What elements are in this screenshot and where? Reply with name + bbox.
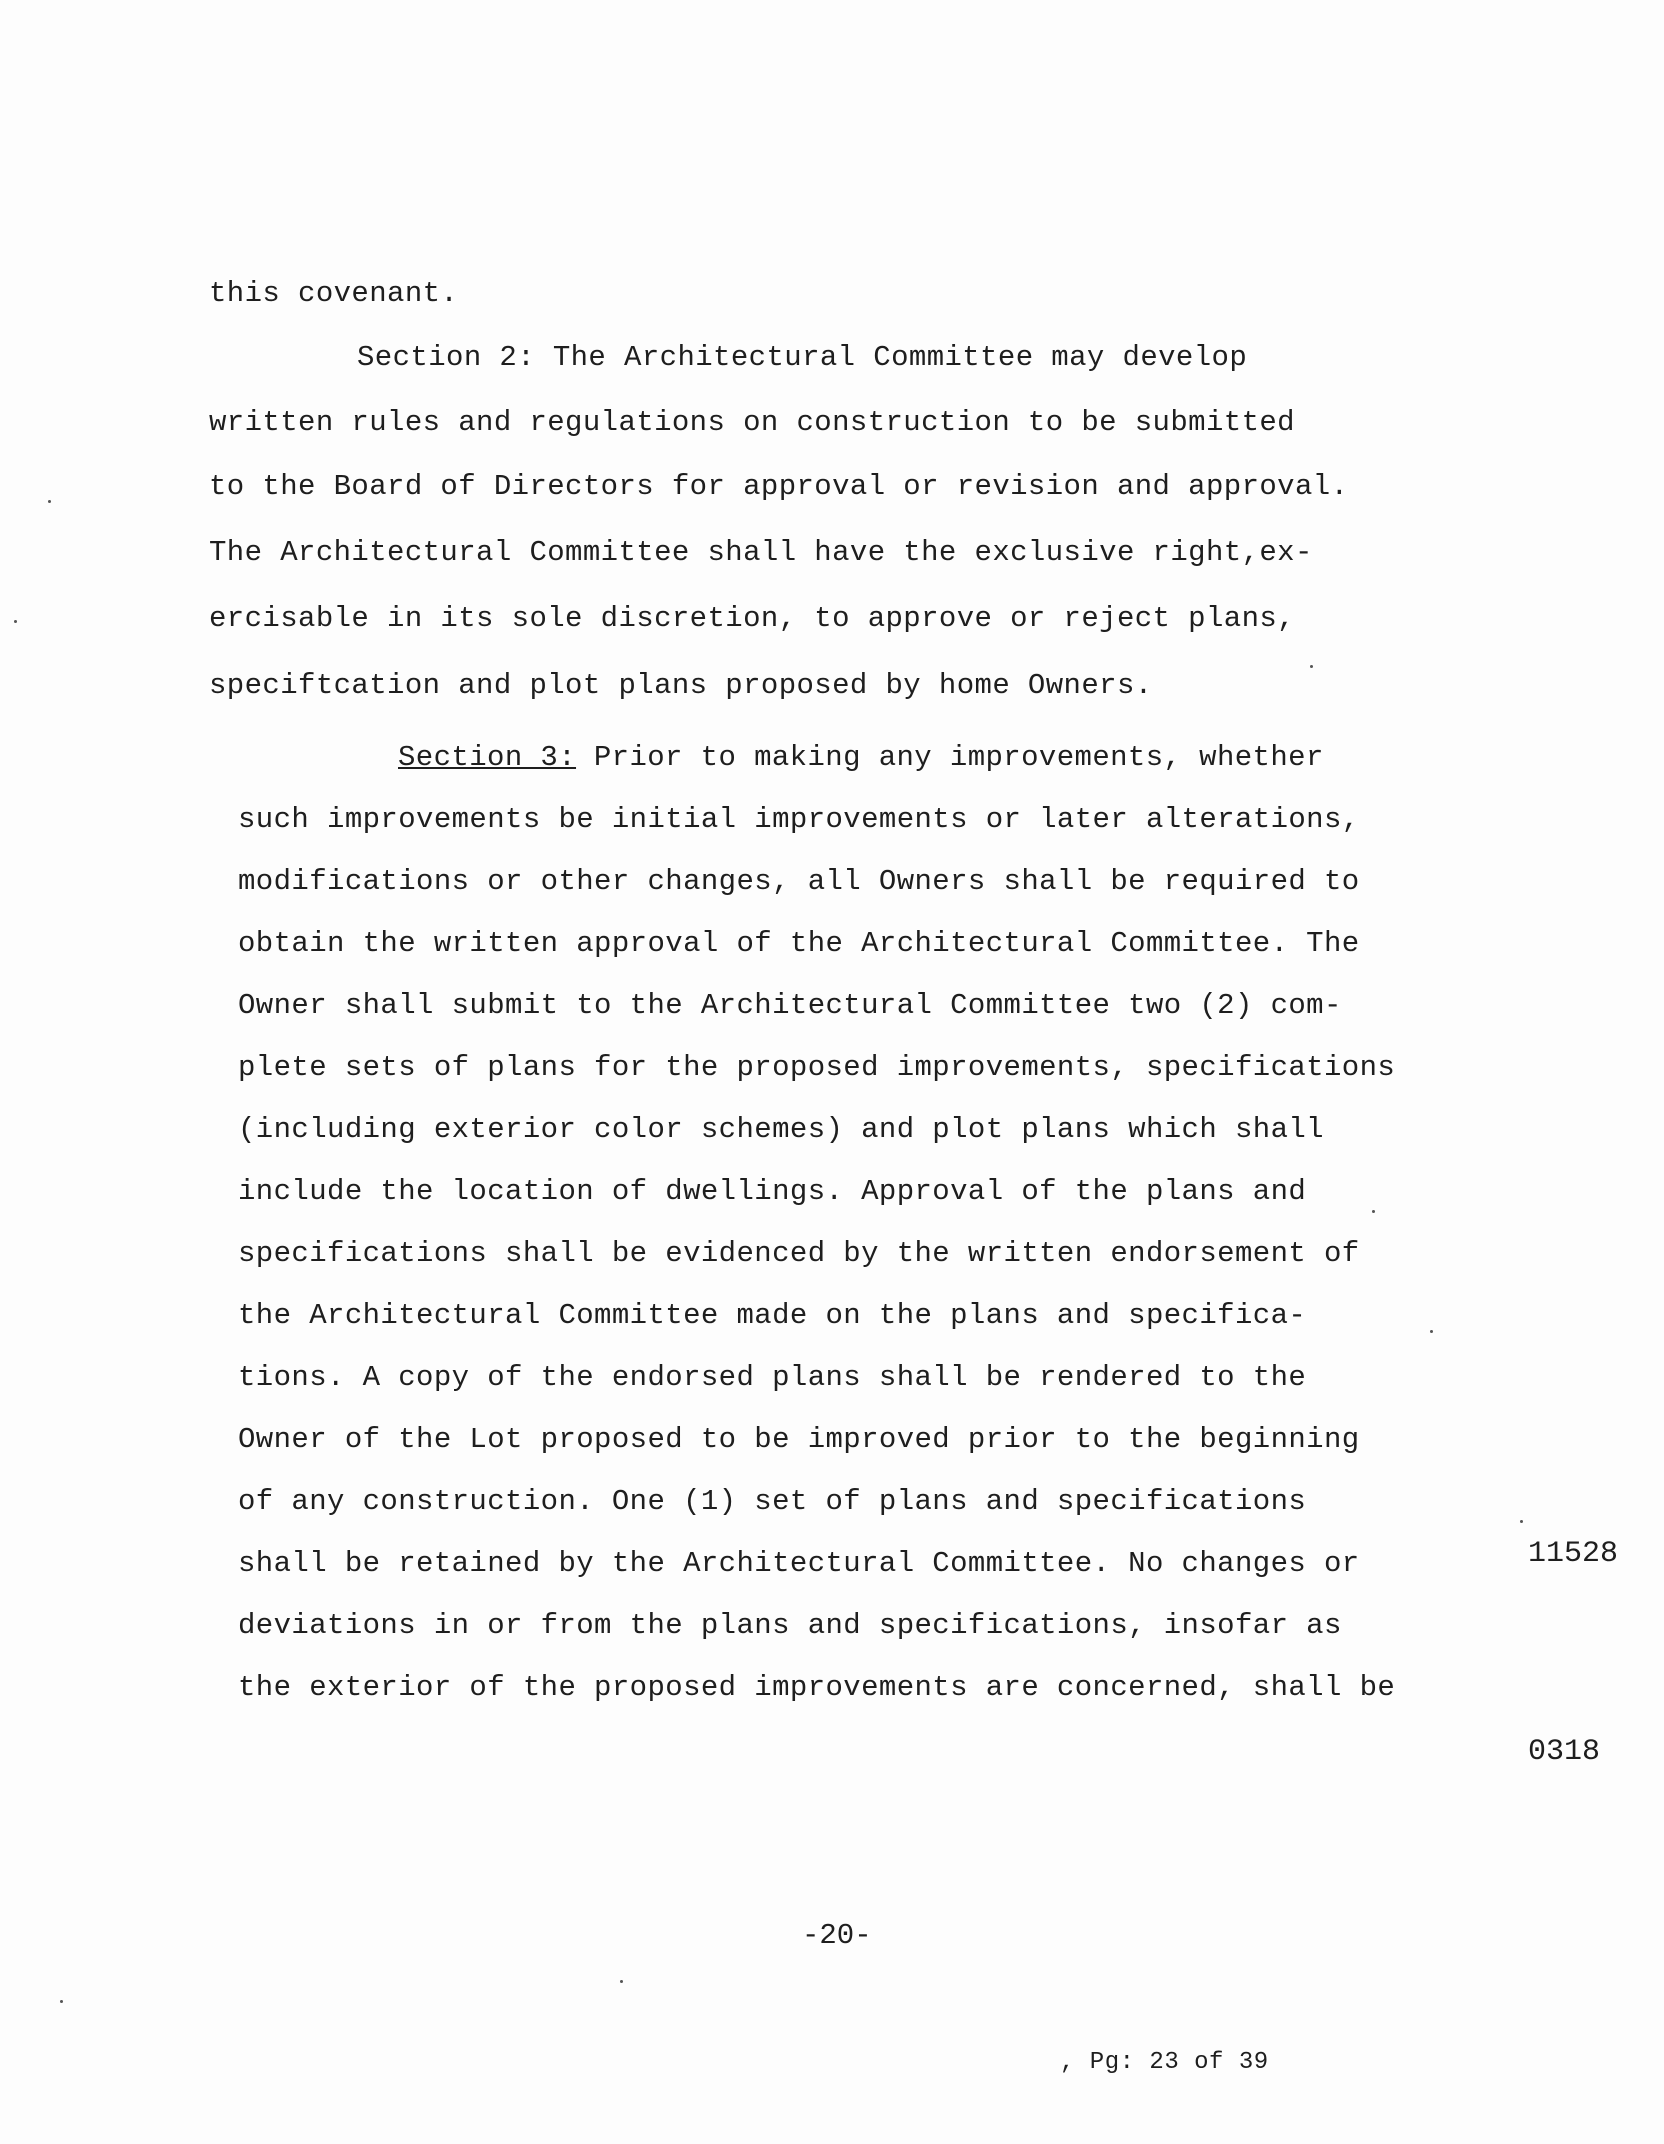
scan-speck [1520,1520,1523,1523]
page-count-footer: , Pg: 23 of 39 [1060,2049,1269,2076]
scan-speck [14,620,17,623]
scan-speck [620,1980,623,1983]
scan-speck [1310,665,1313,668]
scan-speck [1372,1210,1375,1213]
text-line: shall be retained by the Architectural Committee. No changes or [238,1547,1360,1580]
text-line: the Architectural Committee made on the plans and specifica- [238,1299,1307,1332]
text-line: include the location of dwellings. Approval of the plans and [238,1175,1307,1208]
text-line: such improvements be initial improvements or later alterations, [238,803,1360,836]
recording-stamp-part1: 11528 [1528,1537,1619,1571]
recording-stamp-part2: 0318 [1528,1735,1601,1769]
text-line: written rules and regulations on construction to be submitted [209,406,1295,439]
text-line: speciftcation and plot plans proposed by home Owners. [209,669,1153,702]
text-line: to the Board of Directors for approval or revision and approval. [209,470,1349,503]
text-line: obtain the written approval of the Architectural Committee. The [238,927,1360,960]
section-3-first-line [398,740,1324,776]
text-line: (including exterior color schemes) and plot plans which shall [238,1113,1324,1146]
text-line: the exterior of the proposed improvements are concerned, shall be [238,1671,1396,1704]
scan-speck [1430,1330,1433,1333]
text-line: Section 2: The Architectural Committee may develop [357,341,1248,374]
text-line: Owner of the Lot proposed to be improved prior to the beginning [238,1423,1360,1456]
scan-speck [48,500,51,503]
text-line: modifications or other changes, all Owners shall be required to [238,865,1360,898]
text-line: this covenant. [209,277,459,310]
text-line: specifications shall be evidenced by the written endorsement of [238,1237,1360,1270]
text-line: of any construction. One (1) set of plans and specifications [238,1485,1307,1518]
page-number: -20- [802,1919,872,1952]
text-line: Owner shall submit to the Architectural Committee two (2) com- [238,989,1342,1022]
scan-speck [60,2000,63,2003]
section-3-first-line-text: Prior to making any improvements, whether [593,741,1324,774]
text-line: plete sets of plans for the proposed improvements, specifications [238,1051,1396,1084]
text-line: tions. A copy of the endorsed plans shall be rendered to the [238,1361,1307,1394]
text-line: The Architectural Committee shall have the exclusive right,ex- [209,536,1313,569]
text-line: deviations in or from the plans and specifications, insofar as [238,1609,1342,1642]
section-3-heading: Section 3: [398,741,577,774]
text-line: ercisable in its sole discretion, to approve or reject plans, [209,602,1295,635]
